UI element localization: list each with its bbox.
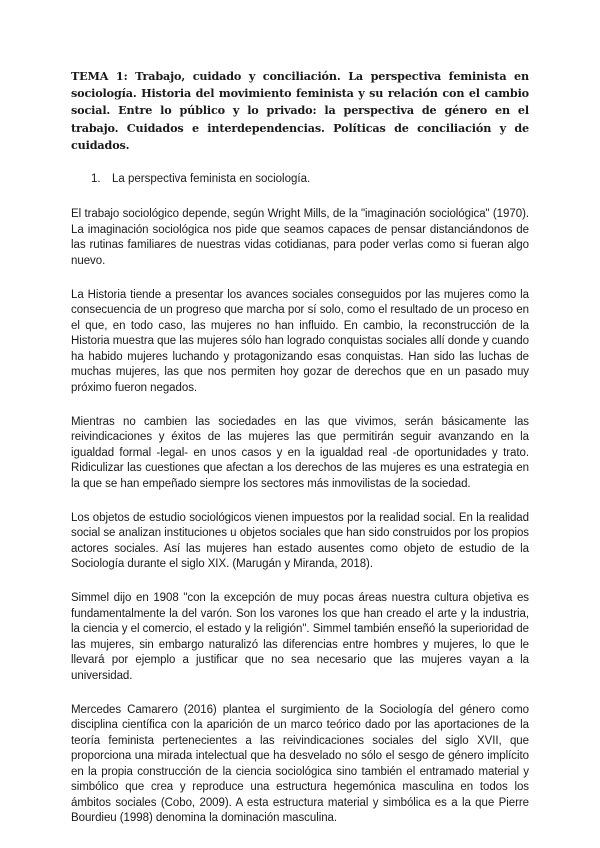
paragraph-2: La Historia tiende a presentar los avances sociales conseguidos por las mujeres como la consecuencia de un progreso que marcha por sí solo, como el resultado de un proceso en el que, en todo caso, las mujeres no han influido. En cambio, la reconstrucción de la Historia muestra que las mujeres sólo han logrado conquistas sociales allí donde y cuando ha habido mujeres luchando y protagonizando esas conquistas. Han sido las luchas de muchas mujeres, las que nos permiten hoy gozar de derechos que en un pasado muy próximo fueron negados.: [71, 288, 529, 394]
section-number: 1.: [91, 173, 101, 186]
section-heading: [91, 172, 529, 187]
document-page: [71, 68, 529, 845]
paragraph-1: El trabajo sociológico depende, según Wright Mills, de la "imaginación sociológica" (1970). La imaginación sociológica nos pide que seamos capaces de pensar distanciándonos de las rutinas familiares de nuestras vidas cotidianas, para poder verlas como si fueran algo nuevo.: [71, 208, 529, 267]
document-title: TEMA 1: Trabajo, cuidado y conciliación. La perspectiva feminista en sociología. Historia del movimiento feminista y su relación con el cambio social. Entre lo público y lo privado: la perspectiva de género en el trabajo. Cuidados e interdependencias. Políticas de conciliación y de cuidados.: [71, 69, 529, 152]
paragraph-4: Los objetos de estudio sociológicos vienen impuestos por la realidad social. En la realidad social se analizan instituciones u objetos sociales que han sido construidos por los propios actores sociales. Así las mujeres han estado ausentes como objeto de estudio de la Sociología durante el siglo XIX. (Marugán y Miranda, 2018).: [71, 511, 529, 571]
paragraph-6: Mercedes Camarero (2016) plantea el surgimiento de la Sociología del género como disciplina científica con la aparición de un marco teórico dado por las aportaciones de la teoría feminista pertenecientes a las reivindicaciones sociales del siglo XVII, que proporciona una mirada intelectual que ha desvelado no sólo el sesgo de género implícito en la propia construcción de la ciencia sociológica sino también el entramado material y simbólico que crea y reproduce una estructura hegemónica masculina en todos los ámbitos sociales (Cobo, 2009). A esta estructura material y simbólica es a la que Pierre Bourdieu (1998) denomina la dominación masculina.: [71, 703, 529, 825]
section-label: La perspectiva feminista en sociología.: [112, 173, 311, 186]
paragraph-3: Mientras no cambien las sociedades en las que vivimos, serán básicamente las reivindicaciones y éxitos de las mujeres las que permitirán seguir avanzando en la igualdad formal -legal- en unos casos y en la igualdad real -de oportunidades y trato. Ridiculizar las cuestiones que afectan a los derechos de las mujeres es una estrategia en la que se han empeñado siempre los sectores más inmovilistas de la sociedad.: [71, 415, 529, 490]
paragraph-5: Simmel dijo en 1908 "con la excepción de muy pocas áreas nuestra cultura objetiva es fundamentalmente la del varón. Son los varones los que han creado el arte y la industria, la ciencia y el comercio, el estado y la religión". Simmel también enseñó la superioridad de las mujeres, sin embargo naturalizó las diferencias entre hombres y mujeres, lo que le llevará por ejemplo a justificar que no sea necesario que las mujeres vayan a la universidad.: [71, 592, 529, 682]
